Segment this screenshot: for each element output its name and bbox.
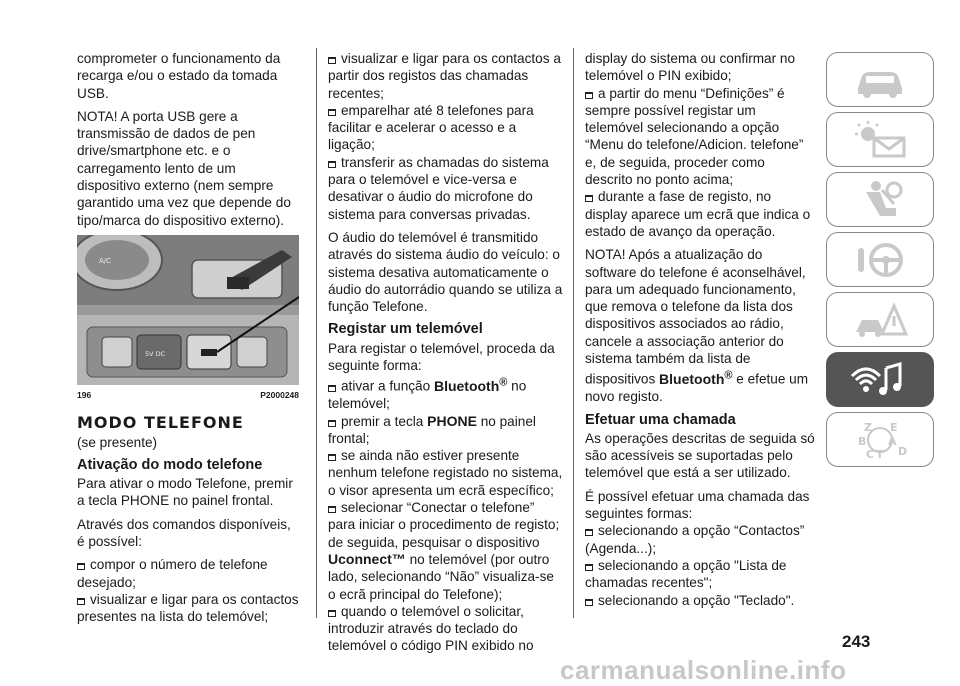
tab-multimedia[interactable] xyxy=(826,352,934,407)
bullet-text: transferir as chamadas do sistema para o telemóvel e vice-versa e desativar o áudio do microfone do sistema para conversas privadas. xyxy=(328,154,549,222)
usb-port-figure xyxy=(77,235,299,385)
bullet-icon xyxy=(328,506,336,513)
index-letter: D xyxy=(898,444,908,458)
registered-mark: ® xyxy=(499,376,508,389)
note-text: NOTA! Após a atualização do software do telefone é aconselhável, para um adequado funcionamento, que remova o telefone da lista dos dispositivos associados ao rádio, cancele a associação anterior do sistema também da lista de dispositivos xyxy=(585,247,806,387)
bullet-text: emparelhar até 8 telefones para facilitar e acelerar o acesso e a ligação; xyxy=(328,102,534,153)
ac-label: A/C xyxy=(99,256,112,265)
bullet-item xyxy=(77,556,299,591)
index-letter: B xyxy=(858,434,867,448)
bullet-icon xyxy=(585,599,593,606)
column-divider xyxy=(573,48,574,618)
bullet-text: selecionando a opção "Teclado". xyxy=(598,592,795,608)
bullet-item xyxy=(585,557,815,592)
bullet-text: no telemóvel; xyxy=(328,379,527,412)
bullet-item xyxy=(328,447,564,499)
tab-warning-lights[interactable] xyxy=(826,112,934,167)
heading-activation: Ativação do modo telefone xyxy=(77,456,263,473)
bullet-icon xyxy=(328,610,336,617)
heading-register: Registar um telemóvel xyxy=(328,321,483,338)
bullet-icon xyxy=(328,385,336,392)
chapter-tabs xyxy=(826,52,934,472)
bullet-icon xyxy=(77,598,85,605)
note-paragraph xyxy=(585,246,815,405)
bullet-item xyxy=(585,592,815,609)
bullet-item xyxy=(328,413,564,448)
bluetooth-text: Bluetooth xyxy=(659,371,725,387)
paragraph: As operações descritas de seguida só são acessíveis se suportadas pelo telemóvel que está a ser utilizado. xyxy=(585,430,815,481)
bullet-text: selecionando a opção “Contactos” (Agenda...); xyxy=(585,523,805,556)
index-letter: Z xyxy=(864,420,872,434)
note-paragraph: NOTA! A porta USB gere a transmissão de dados de pen drive/smartphone etc. e o carregamento lento de um dispositivo externo (nem sempre garantido uma vez que depende do tipo/marca do dispositivo externo). xyxy=(77,108,291,228)
bullet-icon xyxy=(328,57,336,64)
bullet-icon xyxy=(328,161,336,168)
bluetooth-text: Bluetooth xyxy=(433,378,500,394)
bullet-icon xyxy=(77,563,85,570)
bullet-text: premir a tecla xyxy=(341,413,424,429)
column-2 xyxy=(328,50,564,655)
column-divider xyxy=(316,48,317,618)
bullet-text: no painel frontal; xyxy=(328,413,536,446)
paragraph: Através dos comandos disponíveis, é possível: xyxy=(77,516,291,550)
bluetooth-keyword xyxy=(659,371,732,387)
uconnect-label: Uconnect™ xyxy=(328,550,406,567)
bullet-text: se ainda não estiver presente nenhum telefone registado no sistema, o visor apresenta um ecrã específico; xyxy=(328,448,563,498)
bullet-item xyxy=(585,522,815,557)
bullet-text: quando o telemóvel o solicitar, introduzir através do teclado do telemóvel o código PIN exibido no xyxy=(328,603,534,654)
airbag-seat-icon xyxy=(850,178,910,222)
paragraph: Para ativar o modo Telefone, premir a tecla PHONE no painel frontal. xyxy=(77,476,293,509)
bullet-item xyxy=(328,374,564,412)
paragraph: comprometer o funcionamento da recarga e/ou o estado da tomada USB. xyxy=(77,51,281,101)
section-subtitle: (se presente) xyxy=(77,434,158,450)
steering-wheel-icon xyxy=(850,238,910,282)
index-letters-icon xyxy=(850,418,910,462)
tab-emergency[interactable] xyxy=(826,292,934,347)
heading-call: Efetuar uma chamada xyxy=(585,411,736,428)
index-letter: A xyxy=(888,434,897,448)
paragraph: display do sistema ou confirmar no telemóvel o PIN exibido; xyxy=(585,51,796,84)
bullet-text: compor o número de telefone desejado; xyxy=(77,557,268,590)
page-number: 243 xyxy=(842,632,871,651)
bullet-item xyxy=(585,85,815,189)
watermark: carmanualsonline.info xyxy=(560,655,847,685)
figure-number: 196 xyxy=(77,389,92,400)
bullet-text: a partir do menu “Definições” é sempre possível registar um telemóvel selecionando a opção “Menu do telefone/Adicion. telefone” e, de seguida, proceder como descrito no ponto acima; xyxy=(585,85,804,188)
bullet-icon xyxy=(585,564,593,571)
note-text: e efetue um novo registo. xyxy=(585,372,809,405)
section-title: MODO TELEFONE xyxy=(77,413,244,433)
bullet-text: visualizar e ligar para os contactos a partir dos registos das chamadas recentes; xyxy=(328,51,561,101)
index-letter: E xyxy=(890,420,898,434)
bullet-icon xyxy=(328,420,336,427)
phone-key-label: PHONE xyxy=(427,412,477,429)
bullet-item xyxy=(328,50,564,102)
bullet-icon xyxy=(328,109,336,116)
column-1 xyxy=(77,50,299,626)
paragraph: O áudio do telemóvel é transmitido através do sistema áudio do veículo: o sistema desativa automaticamente o áudio do autorrádio quando se utiliza a função Telefone. xyxy=(328,229,563,315)
bullet-item xyxy=(328,102,564,154)
tab-driving[interactable] xyxy=(826,232,934,287)
bullet-text: ativar a função xyxy=(341,379,431,394)
bullet-icon xyxy=(585,195,593,202)
bullet-icon xyxy=(585,92,593,99)
bullet-item xyxy=(77,591,299,626)
column-3 xyxy=(585,50,815,609)
bullet-text: selecionar “Conectar o telefone” para iniciar o procedimento de registo; de seguida, pesquisar o dispositivo xyxy=(328,500,560,550)
multimedia-icon xyxy=(850,358,910,402)
tab-safety[interactable] xyxy=(826,172,934,227)
bullet-item xyxy=(328,603,564,655)
registered-mark: ® xyxy=(724,369,733,382)
tab-vehicle[interactable] xyxy=(826,52,934,107)
index-letter: C xyxy=(866,447,875,461)
bullet-icon xyxy=(328,454,336,461)
figure-caption xyxy=(77,387,299,404)
bullet-item xyxy=(328,499,564,603)
usb-port-photo xyxy=(77,235,299,385)
usb-voltage-label: 5V DC xyxy=(145,349,166,358)
index-letter: T xyxy=(876,447,884,461)
paragraph: Para registar o telemóvel, proceda da seguinte forma: xyxy=(328,340,555,374)
bullet-text: selecionando a opção "Lista de chamadas recentes"; xyxy=(585,557,787,591)
paragraph: É possível efetuar uma chamada das seguintes formas: xyxy=(585,488,810,522)
bullet-text: durante a fase de registo, no display aparece um ecrã que indica o estado de avanço da operação. xyxy=(585,189,811,239)
bullet-text: no telemóvel (por outro lado, selecionando “Não” visualiza-se o ecrã principal do Telefone); xyxy=(328,551,554,602)
bluetooth-keyword xyxy=(434,378,507,394)
bullet-item xyxy=(328,154,564,223)
figure-code: P2000248 xyxy=(260,389,299,400)
bullet-icon xyxy=(585,529,593,536)
car-icon xyxy=(850,58,910,102)
bullet-item xyxy=(585,188,815,240)
bullet-text: visualizar e ligar para os contactos presentes na lista do telemóvel; xyxy=(77,591,299,625)
breakdown-triangle-icon xyxy=(850,298,910,342)
tab-index[interactable] xyxy=(826,412,934,467)
warning-lights-icon xyxy=(850,118,910,162)
